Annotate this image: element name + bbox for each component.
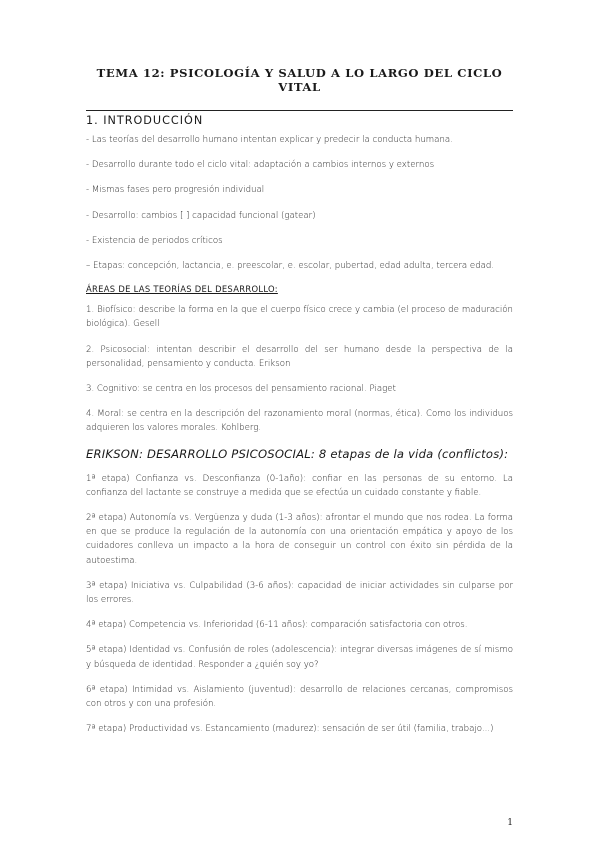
stage-item: 4ª etapa) Competencia vs. Inferioridad (6-11 años): comparación satisfactoria con otros. — [86, 620, 468, 631]
intro-item: – Etapas: concepción, lactancia, e. preescolar, e. escolar, pubertad, edad adulta, tercera edad. — [86, 261, 495, 272]
stage-item: 2ª etapa) Autonomía vs. Vergüenza y duda (1-3 años): afrontar el mundo que nos rodea. La forma en que se produce la regulación de la autonomía con una orientación empática y apoyo de los cuidadores conlleva un impacto a la hora de conseguir un control con éxito sin pérdida de la autoestima. — [86, 513, 513, 566]
intro-item: - Existencia de periodos críticos — [86, 235, 223, 246]
area-item-moral: 4. Moral: se centra en la descripción del razonamiento moral (normas, ética). Como los individuos adquieren los valores morales. Kohlberg. — [86, 409, 513, 434]
stage-item: 6ª etapa) Intimidad vs. Aislamiento (juventud): desarrollo de relaciones cercanas, compromisos con otros y con una profesión. — [86, 684, 513, 710]
section-heading-introduccion: 1. INTRODUCCIÓN — [86, 114, 204, 127]
intro-item: - Mismas fases pero progresión individual — [86, 185, 265, 196]
stage-item: 1ª etapa) Confianza vs. Desconfianza (0-1año): confiar en las personas de su entorno. La confianza del lactante se construye a medida que se efectúa un cuidado constante y fiable. — [86, 473, 513, 498]
intro-item: - Las teorías del desarrollo humano intentan explicar y predecir la conducta humana. — [86, 135, 453, 145]
area-item-cognitivo: 3. Cognitivo: se centra en los procesos del pensamiento racional. Piaget — [86, 384, 396, 395]
erikson-heading: ERIKSON: DESARROLLO PSICOSOCIAL: 8 etapas de la vida (conflictos): — [86, 446, 509, 461]
stage-item: 5ª etapa) Identidad vs. Confusión de roles (adolescencia): integrar diversas imágenes de sí mismo y búsqueda de identidad. Responder a ¿quién soy yo? — [86, 645, 513, 670]
title-divider — [86, 110, 513, 111]
area-item-psicosocial: 2. Psicosocial: intentan describir el desarrollo del ser humano desde la perspectiva de la personalidad, pensamiento y conducta. Erikson — [86, 344, 513, 369]
stage-item: 7ª etapa) Productividad vs. Estancamiento (madurez): sensación de ser útil (familia, trabajo...) — [86, 724, 494, 735]
area-item-biofisico: 1. Biofísico: describe la forma en la que el cuerpo físico crece y cambia (el proceso de maduración biológica). Gesell — [86, 305, 513, 330]
stage-item: 3ª etapa) Iniciativa vs. Culpabilidad (3-6 años): capacidad de iniciar actividades sin culparse por los errores. — [86, 580, 513, 606]
areas-heading: ÁREAS DE LAS TEORÍAS DEL DESARROLLO: — [86, 284, 278, 295]
intro-item: - Desarrollo: cambios [ ] capacidad funcional (gatear) — [86, 210, 316, 221]
page-number: 1 — [507, 818, 513, 828]
intro-item: - Desarrollo durante todo el ciclo vital: adaptación a cambios internos y externos — [86, 160, 435, 171]
document-title: TEMA 12: PSICOLOGÍA Y SALUD A LO LARGO DEL CICLO VITAL — [96, 66, 503, 94]
